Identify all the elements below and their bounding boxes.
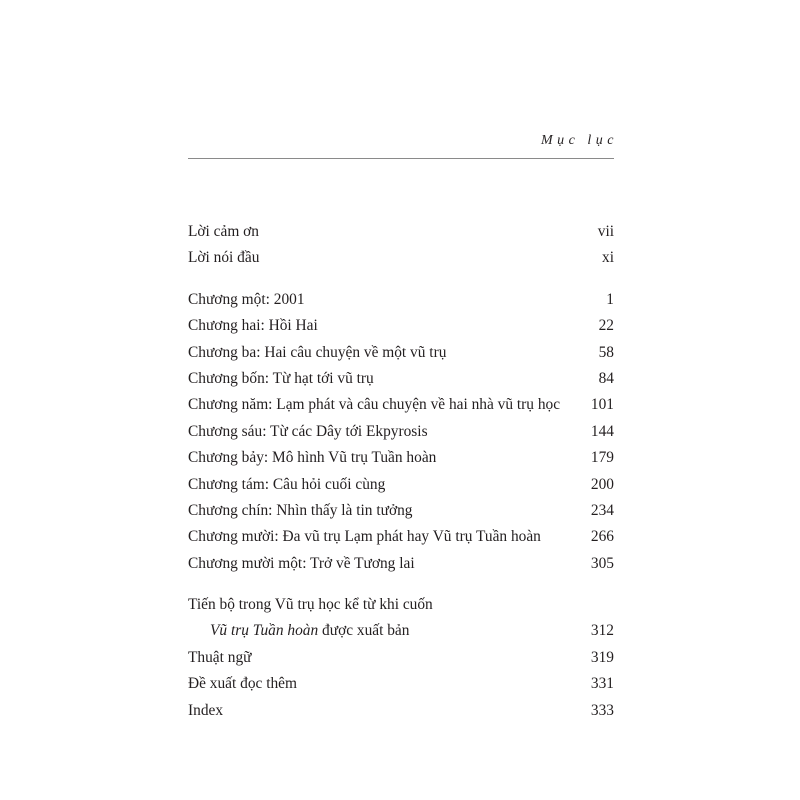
toc-entry-chapter: [188, 392, 614, 418]
toc-entry-page: 101: [590, 396, 614, 414]
toc-entry-title: Lời cảm ơn: [188, 223, 259, 240]
toc-entry-title: Chương ba: Hai câu chuyện về một vũ trụ: [188, 343, 447, 361]
toc-entry-title: Index: [188, 701, 224, 719]
toc-entry-page: 1: [606, 290, 614, 308]
toc-entry-chapter: [188, 445, 614, 471]
toc-entry-acknowledgements: [188, 219, 614, 245]
table-of-contents: [188, 219, 614, 724]
toc-entry-chapter: [188, 419, 614, 445]
toc-entry-page: 200: [590, 475, 614, 493]
toc-entry-chapter: [188, 498, 614, 524]
running-header: [188, 128, 618, 159]
toc-entry-page: xi: [602, 249, 614, 267]
toc-entry-page: 319: [590, 648, 614, 666]
toc-entry-title: Tiến bộ trong Vũ trụ học kể từ khi cuốn: [188, 596, 433, 614]
toc-entry-page: 84: [598, 369, 614, 387]
section-gap: [188, 272, 614, 287]
toc-entry-title-continued: [210, 618, 409, 644]
toc-entry-page: 266: [590, 528, 614, 546]
toc-entry-title: Chương chín: Nhìn thấy là tin tưởng: [188, 501, 413, 519]
toc-entry-page: 305: [590, 554, 614, 572]
toc-entry-title: Chương hai: Hồi Hai: [188, 317, 318, 335]
toc-entry-page: 234: [590, 501, 614, 519]
book-title-italic: Vũ trụ Tuần hoàn: [210, 622, 319, 640]
toc-entry-title: Chương một: 2001: [188, 290, 305, 308]
toc-entry-chapter: [188, 287, 614, 313]
toc-entry-title: Chương mười: Đa vũ trụ Lạm phát hay Vũ trụ Tuần hoàn: [188, 528, 541, 546]
toc-entry-chapter: [188, 472, 614, 498]
toc-entry-chapter: [188, 366, 614, 392]
toc-entry-page: 58: [598, 343, 614, 361]
toc-entry-index: [188, 698, 614, 724]
toc-entry-progress-line1: [188, 592, 614, 618]
toc-entry-chapter: [188, 551, 614, 577]
toc-entry-page: 312: [590, 622, 614, 640]
toc-entry-title: Chương năm: Lạm phát và câu chuyện về hai nhà vũ trụ học: [188, 396, 561, 414]
section-gap: [188, 577, 614, 592]
toc-entry-title: Chương mười một: Trở về Tương lai: [188, 554, 415, 572]
toc-entry-chapter: [188, 524, 614, 550]
toc-entry-title: Chương bốn: Từ hạt tới vũ trụ: [188, 369, 374, 387]
toc-entry-progress-line2: [188, 618, 614, 644]
toc-entry-title: Chương sáu: Từ các Dây tới Ekpyrosis: [188, 422, 428, 440]
toc-entry-chapter: [188, 313, 614, 339]
toc-entry-preface: [188, 245, 614, 271]
toc-entry-chapter: [188, 340, 614, 366]
toc-entry-page: 331: [590, 675, 614, 693]
toc-entry-page: vii: [597, 223, 614, 240]
toc-entry-glossary: [188, 645, 614, 671]
toc-entry-title: Thuật ngữ: [188, 648, 252, 666]
toc-entry-page: 144: [590, 422, 614, 440]
toc-entry-page: 333: [590, 701, 614, 719]
toc-entry-page: 179: [590, 449, 614, 467]
toc-entry-further-reading: [188, 671, 614, 697]
toc-entry-title: Chương tám: Câu hỏi cuối cùng: [188, 475, 386, 493]
header-title: Mục lục: [541, 133, 618, 148]
toc-entry-page: 22: [598, 317, 614, 335]
toc-entry-title: Lời nói đầu: [188, 249, 260, 267]
toc-entry-title-rest: được xuất bản: [318, 622, 410, 640]
toc-entry-title: Chương bảy: Mô hình Vũ trụ Tuần hoàn: [188, 449, 437, 467]
toc-entry-title: Đề xuất đọc thêm: [188, 675, 297, 693]
